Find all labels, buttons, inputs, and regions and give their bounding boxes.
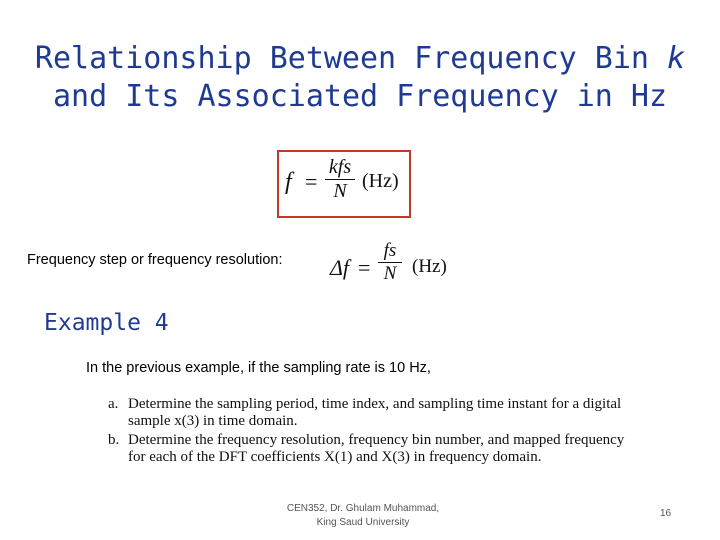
task-text: Determine the frequency resolution, frequency bin number, and mapped frequency for each of the DFT coefficients X(1) and X(3) in frequency domain.: [128, 432, 625, 465]
example-intro: In the previous example, if the sampling rate is 10 Hz,: [86, 360, 431, 376]
footer-line-1: CEN352, Dr. Ghulam Muhammad,: [286, 503, 440, 514]
task-text: Determine the sampling period, time index, and sampling time instant for a digital sample x(3) in time domain.: [128, 396, 622, 429]
footer-line-2: King Saud University: [316, 517, 410, 528]
slide-title: [0, 40, 720, 116]
title-line-1-text: Relationship Between Frequency Bin: [34, 41, 649, 76]
page-number: 16: [660, 508, 672, 519]
frequency-step-label: Frequency step or frequency resolution:: [27, 252, 283, 268]
formula-unit: (Hz): [362, 170, 399, 192]
title-line-1: [0, 40, 720, 78]
step-formula-equals: =: [358, 255, 371, 280]
task-list: [108, 396, 628, 468]
step-lhs-var: Δf: [330, 255, 350, 280]
step-formula-fraction: [378, 240, 402, 285]
task-item: [108, 396, 628, 430]
title-line-2: and Its Associated Frequency in Hz: [52, 79, 668, 114]
step-denominator: N: [383, 263, 397, 284]
formula-equals: =: [305, 169, 318, 194]
step-numerator: fs: [378, 240, 402, 263]
task-item: [108, 432, 628, 466]
slide-footer: [258, 502, 468, 530]
example-heading: Example 4: [44, 310, 169, 336]
formula-lhs-var: f: [285, 169, 292, 195]
formula-fraction: [325, 156, 355, 203]
formula-lhs: [285, 169, 292, 196]
step-formula-unit: (Hz): [412, 256, 447, 277]
task-label: b.: [108, 432, 120, 448]
formula-numerator: kfs: [325, 156, 355, 180]
title-bin-variable: k: [667, 41, 686, 76]
task-label: a.: [108, 396, 119, 412]
frequency-formula-box: [277, 150, 411, 218]
formula-denominator: N: [333, 180, 347, 202]
step-formula-lhs: [330, 255, 349, 281]
